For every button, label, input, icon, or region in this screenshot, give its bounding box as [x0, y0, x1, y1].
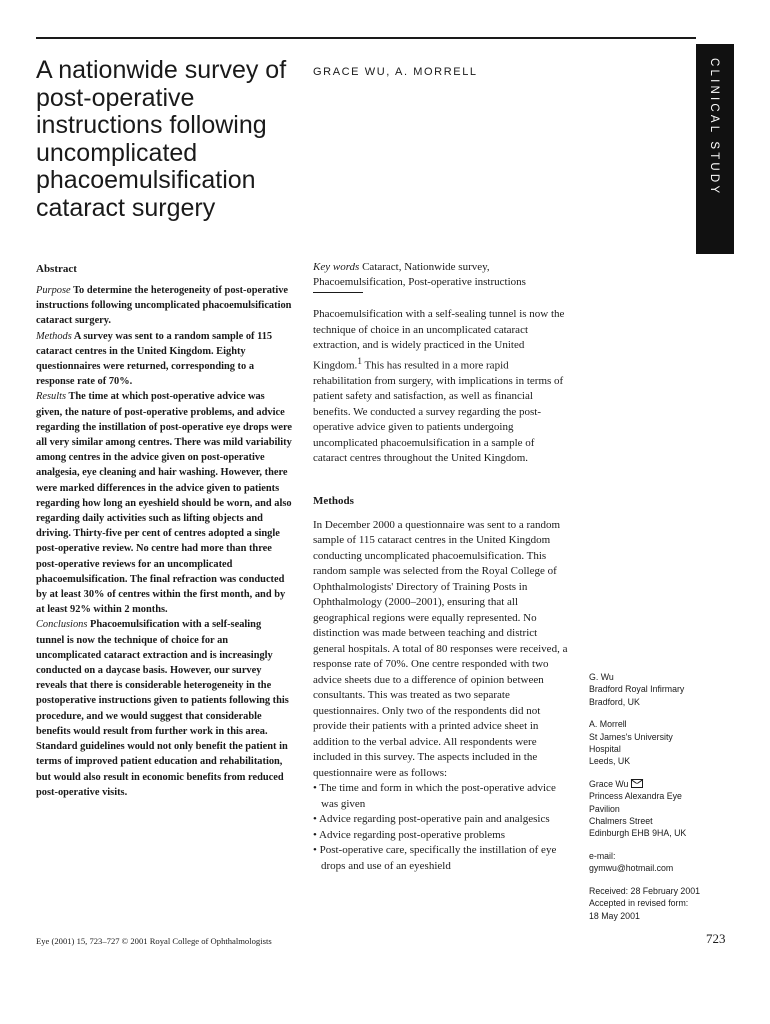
author-list: GRACE WU, A. MORRELL [313, 66, 478, 78]
affiliation-line: Pavilion [589, 803, 620, 814]
correspondence-name-line [589, 778, 729, 790]
affiliation-line: Chalmers Street [589, 816, 653, 827]
affiliation-line: Bradford Royal Infirmary [589, 684, 685, 695]
page-number: 723 [706, 931, 726, 946]
results-text: The time at which post-operative advice was given, the nature of post-operative problems, and advice regarding the instillation of post-operative eye drops were all very similar among centres. There was mild variability among centres in the advice given on post-operative analgesia, eye cleaning and hair washing. However, there were marked differences in the advice given to patients regarding how long an eyeshield should be worn, and also regarding daily activities such as lifting objects and driving. Thirty-five per cent of centres adopted a single post-operative review. No centre had more than three post-operative reviews for an uncomplicated phacoemulsification. The final refraction was conducted by at least 30% of centres within the first month, and by at least 92% within 2 months. [36, 391, 292, 616]
intro-text: Phacoemulsification with a self-sealing tunnel is now the technique of choice in an uncomplicated cataract extraction, and is widely practiced in the United Kingdom. [313, 308, 565, 372]
affiliation-line: Princess Alexandra Eye [589, 791, 682, 802]
main-column [313, 260, 569, 874]
section-tab [696, 44, 734, 254]
affiliation-line: A. Morrell [589, 719, 627, 730]
correspondence-name: Grace Wu [589, 778, 629, 789]
list-item: • Post-operative care, specifically the instillation of eye drops and use of an eyeshield [313, 844, 557, 872]
affiliation-wu [589, 671, 729, 708]
correspondence-address [589, 778, 729, 840]
conclusions-text: Phacoemulsification with a self-sealing tunnel is now the technique of choice for an uncomplicated cataract extraction and is increasingly conducted on a daycase basis. However, our survey reveals that there is considerable heterogeneity in the postoperative instructions given to patients following this procedure, and we would suggest that considerable benefits would result from further work in this area. Standard guidelines would not only benefit the patient in terms of improved patient education and rehabilitation, but would also result in economic benefits from reduced post-operative visits. [36, 619, 289, 798]
received-dates [589, 885, 729, 922]
results-label: Results [36, 391, 67, 403]
reference-marker: 1 [357, 355, 362, 366]
keywords-text: Cataract, Nationwide survey, Phacoemulsification, Post-operative instructions [313, 261, 526, 288]
envelope-icon [631, 779, 643, 788]
intro-text-continued: This has resulted in a more rapid rehabilitation from surgery, with implications in terms of patient safety and satisfaction, as well as financial benefits. We conducted a survey regarding the post-operative advice given to patients undergoing uncomplicated phacoemulsification in a sample of cataract centres throughout the United Kingdom. [313, 359, 564, 465]
affiliations-column [589, 671, 729, 932]
journal-citation: Eye (2001) 15, 723–727 © 2001 Royal College of Ophthalmologists [36, 936, 272, 946]
purpose-label: Purpose [36, 285, 71, 296]
conclusions-label: Conclusions [36, 619, 88, 631]
methods-text: A survey was sent to a random sample of 115 cataract centres in the United Kingdom. Eighty questionnaires were returned, corresponding to a response rate of 70%. [36, 330, 273, 388]
email-label: e-mail: [589, 850, 616, 861]
keywords [313, 260, 569, 290]
date-line: Received: 28 February 2001 [589, 885, 701, 896]
email-block [589, 850, 729, 875]
methods-heading: Methods [313, 494, 354, 507]
intro-paragraph [313, 307, 569, 467]
keywords-rule [313, 292, 363, 293]
list-item: • The time and form in which the post-operative advice was given [313, 782, 556, 810]
email-address[interactable]: gymwu@hotmail.com [589, 863, 674, 874]
affiliation-line: Edinburgh EHB 9HA, UK [589, 828, 687, 839]
abstract-heading: Abstract [36, 263, 77, 275]
top-rule [36, 37, 696, 39]
article-title: A nationwide survey of post-operative instructions following uncomplicated phacoemulsification cataract surgery [36, 56, 287, 222]
affiliation-morrell [589, 718, 729, 768]
date-line: Accepted in revised form: [589, 898, 689, 909]
purpose-text: To determine the heterogeneity of post-operative instructions following uncomplicated phacoemulsification cataract surgery. [36, 285, 292, 327]
methods-bullet-list [313, 781, 569, 874]
date-line: 18 May 2001 [589, 910, 640, 921]
abstract-column [36, 263, 292, 800]
abstract-body [36, 283, 292, 800]
affiliation-line: Leeds, UK [589, 756, 631, 767]
section-tab-label: CLINICAL STUDY [708, 58, 720, 197]
list-item: • Advice regarding post-operative pain and analgesics [313, 813, 550, 826]
methods-paragraph: In December 2000 a questionnaire was sent to a random sample of 115 cataract centres in the United Kingdom conducting uncomplicated phacoemulsification. This random sample was selected from the Royal College of Ophthalmologists' Directory of Training Posts in Ophthalmology (2000–2001), ensuring that all geographical regions were equally represented. No distinction was made between teaching and district general hospitals. A total of 80 responses were received, a response rate of 70%. One centre responded with two advice sheets due to a difference of opinion between consultants. This was treated as two separate questionnaires. Only two of the respondents did not provide their patients with a printed advice sheet in addition to the verbal advice. All respondents were included in this survey. The aspects included in the questionnaire were as follows: [313, 518, 568, 779]
keywords-label: Key words [313, 261, 360, 273]
affiliation-line: Bradford, UK [589, 696, 640, 707]
affiliation-line: St James's University [589, 731, 673, 742]
methods-label: Methods [36, 330, 72, 342]
affiliation-line: Hospital [589, 744, 621, 755]
affiliation-line: G. Wu [589, 672, 614, 682]
list-item: • Advice regarding post-operative problems [313, 828, 506, 841]
